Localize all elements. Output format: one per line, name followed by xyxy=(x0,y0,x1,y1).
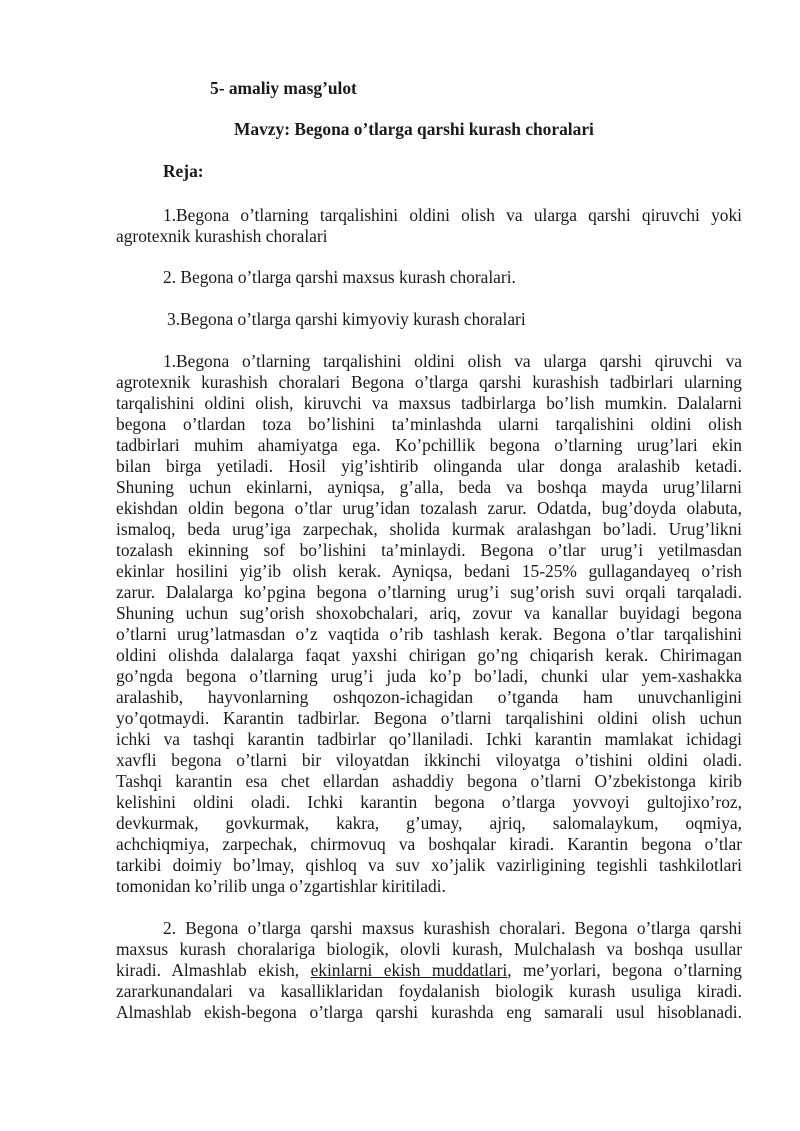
plan-item-2: 2. Begona o’tlarga qarshi maxsus kurash choralari. xyxy=(163,267,516,287)
paragraph-2-text-before-link: kiradi. Almashlab ekish, xyxy=(116,960,311,980)
paragraph-1-line: o’tlarni urug’latmasdan o’z vaqtida o’rib tashlash kerak. Begona o’tlar tarqalishini xyxy=(116,624,742,644)
paragraph-1-line: ismaloq, beda urug’iga zarpechak, sholida kurmak aralashgan bo’ladi. Urug’likni xyxy=(116,519,742,539)
lesson-title: 5- amaliy masg’ulot xyxy=(210,78,357,98)
paragraph-2-line-5: Almashlab ekish-begona o’tlarga qarshi kurashda eng samarali usul hisoblanadi. xyxy=(116,1002,742,1022)
paragraph-1-line: Tashqi karantin esa chet ellardan ashaddiy begona o’tlarni O’zbekistonga kirib xyxy=(116,771,742,791)
plan-label: Reja: xyxy=(163,161,204,181)
topic-heading: Mavzy: Begona o’tlarga qarshi kurash choralari xyxy=(234,119,594,139)
paragraph-2-line-3 xyxy=(116,960,742,980)
paragraph-1-line: ichki va tashqi karantin tadbirlar qo’llaniladi. Ichki karantin mamlakat ichidagi xyxy=(116,729,742,749)
paragraph-2-line-2: maxsus kurash choralariga biologik, olovli kurash, Mulchalash va boshqa usullar xyxy=(116,939,742,959)
paragraph-1-line: go’ngda begona o’tlarning urug’i juda ko’p bo’ladi, chunki ular yem-xashakka xyxy=(116,666,742,686)
paragraph-1-line: 1.Begona o’tlarning tarqalishini oldini olish va ularga qarshi qiruvchi va xyxy=(163,351,742,371)
paragraph-2-text-after-link: , me’yorlari, begona o’tlarning xyxy=(507,960,742,980)
paragraph-1-line: tomonidan ko’rilib unga o’zgartishlar kiritiladi. xyxy=(116,876,446,896)
paragraph-1-line: tarqalishini oldini olish, kiruvchi va maxsus tadbirlarga bo’lish mumkin. Dalalarni xyxy=(116,393,742,413)
plan-item-1-line-2: agrotexnik kurashish choralari xyxy=(116,226,328,246)
plan-item-3: 3.Begona o’tlarga qarshi kimyoviy kurash choralari xyxy=(167,309,526,329)
paragraph-1-line: kelishini oldini oladi. Ichki karantin begona o’tlarga yovvoyi gultojixo’roz, xyxy=(116,792,742,812)
paragraph-1-line: zarur. Dalalarga ko’pgina begona o’tlarning urug’i sug’orish suvi orqali tarqaladi. xyxy=(116,582,742,602)
paragraph-1-line: begona o’tlardan toza bo’lishini ta’minlashda ularni tarqalishini oldini olish xyxy=(116,414,742,434)
paragraph-2-line-4: zararkunandalari va kasalliklaridan foydalanish biologik kurash usuliga kiradi. xyxy=(116,981,742,1001)
paragraph-2-line-1: 2. Begona o’tlarga qarshi maxsus kurashish choralari. Begona o’tlarga qarshi xyxy=(163,918,742,938)
plan-item-1-line-1: 1.Begona o’tlarning tarqalishini oldini olish va ularga qarshi qiruvchi yoki xyxy=(163,205,742,225)
paragraph-1-line: bilan birga yetiladi. Hosil yig’ishtirib olinganda ular donga aralashib ketadi. xyxy=(116,456,742,476)
paragraph-1-line: aralashib, hayvonlarning oshqozon-ichagidan o’tganda ham unuvchanligini xyxy=(116,687,742,707)
paragraph-1-line: Shuning uchun sug’orish shoxobchalari, ariq, zovur va kanallar buyidagi begona xyxy=(116,603,742,623)
sowing-dates-link[interactable]: ekinlarni ekish muddatlari xyxy=(310,960,508,980)
paragraph-1-line: tarkibi doimiy bo’lmay, qishloq va suv xo’jalik vazirligining tegishli tashkilotlari xyxy=(116,855,742,875)
paragraph-1-line: xavfli begona o’tlarni bir viloyatdan ikkinchi viloyatga o’tishini oldini oladi. xyxy=(116,750,742,770)
paragraph-1-line: achchiqmiya, zarpechak, chirmovuq va boshqalar kiradi. Karantin begona o’tlar xyxy=(116,834,742,854)
paragraph-1-line: ekishdan oldin begona o’tlar urug’idan tozalash zarur. Odatda, bug’doyda olabuta, xyxy=(116,498,742,518)
paragraph-1-line: yo’qotmaydi. Karantin tadbirlar. Begona o’tlarni tarqalishini oldini olish uchun xyxy=(116,708,742,728)
paragraph-1-line: tadbirlari muhim ahamiyatga ega. Ko’pchillik begona o’tlarning urug’lari ekin xyxy=(116,435,742,455)
paragraph-1-line: ekinlar hosilini yig’ib olish kerak. Ayniqsa, bedani 15-25% gullagandayeq o’rish xyxy=(116,561,742,581)
paragraph-1-line: oldini olishda dalalarga faqat yaxshi chirigan go’ng chiqarish kerak. Chirimagan xyxy=(116,645,742,665)
paragraph-1-line: tozalash ekinning sof bo’lishini ta’minlaydi. Begona o’tlar urug’i yetilmasdan xyxy=(116,540,742,560)
paragraph-1-line: agrotexnik kurashish choralari Begona o’tlarga qarshi kurashish tadbirlari ularning xyxy=(116,372,742,392)
paragraph-1-line: Shuning uchun ekinlarni, ayniqsa, g’alla, beda va boshqa mayda urug’lilarni xyxy=(116,477,742,497)
paragraph-1-line: devkurmak, govkurmak, kakra, g’umay, ajriq, salomalaykum, oqmiya, xyxy=(116,813,742,833)
